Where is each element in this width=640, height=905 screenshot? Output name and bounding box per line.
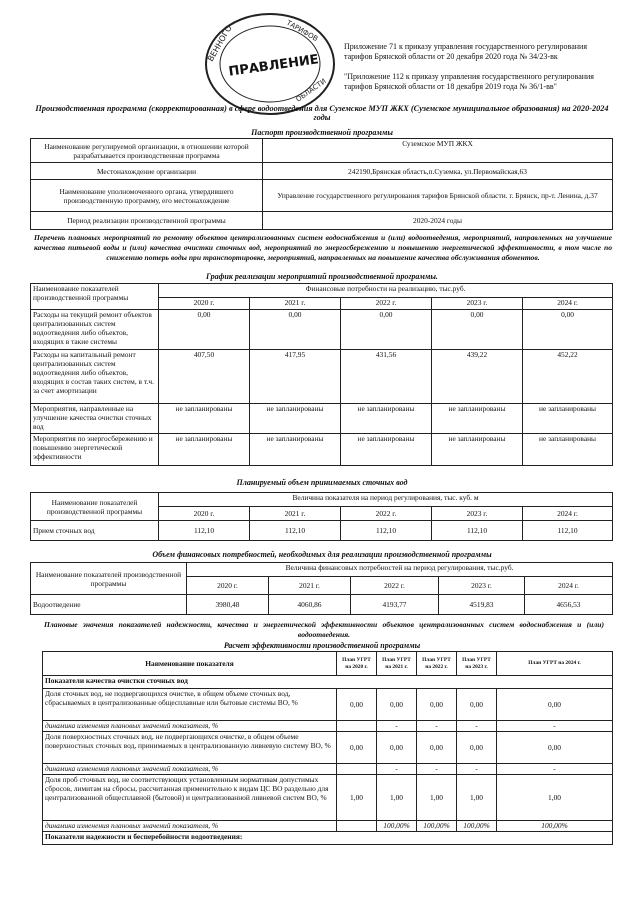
passport-value: Суземское МУП ЖКХ [263, 139, 613, 163]
cell-value: - [457, 764, 497, 775]
plan-values-heading: Плановые значения показателей надежности, качества и энергетической эффективности объектов централизованных систем водоснабжения и (или) водоотведения. [44, 620, 604, 639]
cell-value: 0,00 [497, 732, 613, 764]
cell-value: 0,00 [432, 310, 523, 350]
cell-value: 112,10 [523, 521, 613, 541]
table-row [43, 764, 613, 775]
table-row [31, 493, 613, 507]
table-row [31, 404, 613, 434]
cell-value: не запланированы [159, 434, 250, 466]
cell-value: не запланированы [432, 404, 523, 434]
year-header: 2020 г. [159, 507, 250, 521]
col-group-header: Величина показателя на период регулирования, тыс. куб. м [159, 493, 613, 507]
table-row [31, 310, 613, 350]
cell-value: - [417, 764, 457, 775]
cell-value: 0,00 [377, 689, 417, 721]
cell-value: 4519,83 [439, 595, 525, 615]
year-header: 2021 г. [250, 298, 341, 310]
col-name-header: Наименование показателей производственной программы [31, 563, 187, 595]
cell-value: 417,95 [250, 350, 341, 404]
stamp-text: ПРАВЛЕНИЕ [227, 52, 320, 80]
cell-value [337, 821, 377, 832]
schedule-heading: График реализации мероприятий производственной программы. [206, 272, 438, 281]
passport-label: Наименование уполномоченного органа, утвердившего производственную программу, его местонахождение [31, 180, 263, 212]
cell-value: 439,22 [432, 350, 523, 404]
cell-value: не запланированы [159, 404, 250, 434]
efficiency-table [42, 651, 613, 845]
year-header: 2023 г. [432, 507, 523, 521]
table-row [31, 434, 613, 466]
year-header: План УГРТ на 2021 г. [377, 652, 417, 676]
appendix-line-2: "Приложение 112 к приказу управления государственного регулирования тарифов Брянской области от 18 декабря 2019 года № 36/1-вв" [344, 72, 594, 91]
table-row [31, 350, 613, 404]
table-row [43, 721, 613, 732]
cell-value: 3980,48 [187, 595, 269, 615]
cell-value: - [417, 721, 457, 732]
cell-value: - [497, 721, 613, 732]
table-row [31, 212, 613, 230]
cell-value: 431,56 [341, 350, 432, 404]
row-label: динамика изменения плановых значений показателя, % [43, 721, 337, 732]
table-row [31, 563, 613, 577]
cell-value: 4656,53 [525, 595, 613, 615]
col-name-header: Наименование показателей производственной программы [31, 493, 159, 521]
year-header: 2022 г. [351, 577, 439, 595]
col-group-header: Финансовые потребности на реализацию, тыс.руб. [159, 284, 613, 298]
svg-text:ВЕННОГО: ВЕННОГО [205, 23, 234, 63]
year-header: План УГРТ на 2023 г. [457, 652, 497, 676]
row-label: Доля сточных вод, не подвергающихся очистке, в общем объеме сточных вод, сбрасываемых в централизованные общесплавные или бытовые системы ВО, % [43, 689, 337, 721]
row-label: Водоотведение [31, 595, 187, 615]
cell-value: 0,00 [457, 732, 497, 764]
svg-text:ОБЛАСТИ: ОБЛАСТИ [294, 77, 328, 104]
row-label: Мероприятия по энергосбережению и повышению энергетической эффективности [31, 434, 159, 466]
cell-value: 100,00% [457, 821, 497, 832]
cell-value: 0,00 [341, 310, 432, 350]
table-row [31, 521, 613, 541]
table-row [31, 163, 613, 180]
col-name-header: Наименование показателей производственной программы [31, 284, 159, 310]
year-header: 2021 г. [269, 577, 351, 595]
row-label: динамика изменения плановых значений показателя, % [43, 821, 337, 832]
cell-value: не запланированы [432, 434, 523, 466]
section-header: Показатели надежности и бесперебойности водоотведения: [43, 832, 613, 845]
year-header: 2024 г. [523, 507, 613, 521]
cell-value: не запланированы [250, 434, 341, 466]
year-header: 2022 г. [341, 298, 432, 310]
cell-value: не запланированы [523, 404, 613, 434]
cell-value: 0,00 [457, 689, 497, 721]
passport-value: 242190,Брянская область,п.Суземка, ул.Первомайская,63 [263, 163, 613, 180]
volume-heading: Планируемый объем принимаемых сточных вод [236, 478, 408, 487]
year-header: 2024 г. [525, 577, 613, 595]
cell-value: 0,00 [337, 689, 377, 721]
cell-value: 1,00 [497, 775, 613, 821]
cell-value: 0,00 [497, 689, 613, 721]
cell-value: не запланированы [341, 434, 432, 466]
table-row [31, 284, 613, 298]
row-label: Мероприятия, направленные на улучшение качества очистки сточных вод [31, 404, 159, 434]
cell-value: 112,10 [432, 521, 523, 541]
cell-value: 112,10 [159, 521, 250, 541]
cell-value: 0,00 [159, 310, 250, 350]
row-label: Доля поверхностных сточных вод, не подвергающихся очистке, в общем объеме поверхностных сточных вод, принимаемых в централизованную ливневую систему ВО, % [43, 732, 337, 764]
cell-value: - [497, 764, 613, 775]
table-row [43, 821, 613, 832]
row-label: Расходы на текущий ремонт объектов централизованных систем водоотведения либо объектов, входящих в такие системы [31, 310, 159, 350]
cell-value: 1,00 [377, 775, 417, 821]
cell-value: 100,00% [417, 821, 457, 832]
table-row [43, 689, 613, 721]
col-group-header: Величина финансовых потребностей на период регулирования, тыс.руб. [187, 563, 613, 577]
passport-label: Местонахождение организации [31, 163, 263, 180]
row-label: Расходы на капитальный ремонт централизованных систем водоотведения либо объектов, входящих в состав таких систем, в т.ч. за счет амортизации [31, 350, 159, 404]
finance-table [30, 562, 613, 615]
row-label: Доля проб сточных вод, не соответствующих установленным нормативам допустимых сбросов, лимитам на сбросы, рассчитанная применительно к видам ЦС ВО раздельно для централизованной общесплавной (бытовой) и централизованной ливневой систем ВО, % [43, 775, 337, 821]
year-header: 2022 г. [341, 507, 432, 521]
seal-stamp-icon [198, 10, 338, 118]
cell-value: 0,00 [250, 310, 341, 350]
year-header: 2024 г. [523, 298, 613, 310]
section-header: Показатели качества очистки сточных вод [43, 676, 613, 689]
table-row [43, 652, 613, 676]
cell-value [337, 764, 377, 775]
schedule-table [30, 283, 613, 466]
cell-value: не запланированы [523, 434, 613, 466]
cell-value: 0,00 [417, 732, 457, 764]
year-header: 2023 г. [439, 577, 525, 595]
year-header: План УГРТ на 2022 г. [417, 652, 457, 676]
year-header: План УГРТ на 2024 г. [497, 652, 613, 676]
cell-value: 1,00 [417, 775, 457, 821]
passport-value: 2020-2024 годы [263, 212, 613, 230]
svg-text:ТАРИФОВ: ТАРИФОВ [285, 18, 320, 44]
finance-heading: Объем финансовых потребностей, необходимых для реализации производственной программы [152, 550, 492, 559]
cell-value: 4060,86 [269, 595, 351, 615]
year-header: 2020 г. [159, 298, 250, 310]
cell-value: не запланированы [250, 404, 341, 434]
cell-value: 112,10 [341, 521, 432, 541]
cell-value: - [377, 764, 417, 775]
cell-value: 0,00 [417, 689, 457, 721]
year-header: 2020 г. [187, 577, 269, 595]
year-header: План УГРТ на 2020 г. [337, 652, 377, 676]
cell-value: 112,10 [250, 521, 341, 541]
year-header: 2021 г. [250, 507, 341, 521]
table-row [31, 180, 613, 212]
passport-table [30, 138, 613, 230]
cell-value: 100,00% [497, 821, 613, 832]
row-label: динамика изменения плановых значений показателя, % [43, 764, 337, 775]
cell-value [337, 721, 377, 732]
passport-heading: Паспорт производственной программы [251, 128, 393, 137]
cell-value: 1,00 [457, 775, 497, 821]
table-row [43, 775, 613, 821]
table-row [31, 139, 613, 163]
cell-value: - [377, 721, 417, 732]
table-row [31, 595, 613, 615]
cell-value: - [457, 721, 497, 732]
table-row [43, 676, 613, 689]
cell-value: 452,22 [523, 350, 613, 404]
row-label: Прием сточных вод [31, 521, 159, 541]
efficiency-heading: Расчет эффективности производственной программы [223, 641, 421, 650]
cell-value: 0,00 [523, 310, 613, 350]
cell-value: 407,50 [159, 350, 250, 404]
events-intro: Перечень плановых мероприятий по ремонту объектов централизованных систем водоснабжения и (или) водоотведения, мероприятий, направленных на улучшение качества питьевой воды и (или) качества очистки сточных вод, мероприятий по энергосбережению и повышению энергетической эффективности, в том числе по снижению потерь воды при транспортировке, мероприятий, направленных на повышение качества обслуживания абонентов. [34, 233, 612, 262]
passport-value: Управление государственного регулирования тарифов Брянской области. г. Брянск, пр-т. Ленина, д.37 [263, 180, 613, 212]
table-row [43, 832, 613, 845]
document-title: Производственная программа (скорректированная) в сфере водоотведения для Суземское МУП ЖКХ (Суземское муниципальное образования) на 2020-2024 годы [35, 104, 609, 122]
cell-value: не запланированы [341, 404, 432, 434]
cell-value: 4193,77 [351, 595, 439, 615]
volume-table [30, 492, 613, 541]
cell-value: 1,00 [337, 775, 377, 821]
cell-value: 100,00% [377, 821, 417, 832]
cell-value: 0,00 [337, 732, 377, 764]
appendix-line-1: Приложение 71 к приказу управления государственного регулирования тарифов Брянской области от 20 декабря 2020 года № 34/23-вк [344, 42, 588, 61]
passport-label: Наименование регулируемой организации, в отношении которой разрабатывается производственная программа [31, 139, 263, 163]
cell-value: 0,00 [377, 732, 417, 764]
year-header: 2023 г. [432, 298, 523, 310]
passport-label: Период реализации производственной программы [31, 212, 263, 230]
col-name-header: Наименование показателя [43, 652, 337, 676]
table-row [43, 732, 613, 764]
